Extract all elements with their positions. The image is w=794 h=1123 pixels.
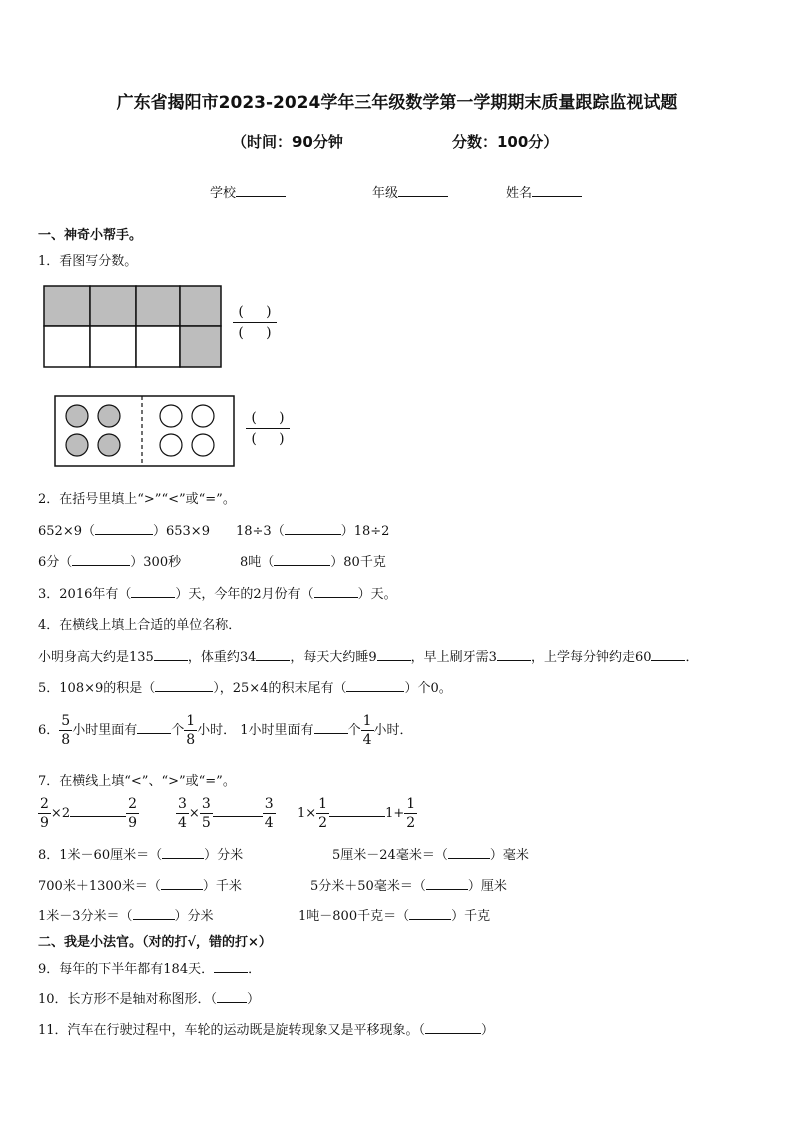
q8-part: 5厘米－24毫米＝（: [332, 848, 448, 863]
q11-blank[interactable]: [425, 1020, 481, 1034]
school-blank[interactable]: [236, 183, 286, 197]
school-field[interactable]: [210, 182, 286, 201]
school-label: 学校: [210, 186, 237, 201]
operator: 1+: [385, 806, 405, 821]
denominator: 8: [186, 732, 196, 748]
q4-part: ．: [685, 650, 699, 665]
q4-label: 4．在横线上填上合适的单位名称．: [38, 618, 242, 633]
q2-text: ）300秒: [130, 555, 182, 570]
fraction-2-9: [38, 795, 51, 832]
q10-blank[interactable]: [217, 989, 247, 1003]
q6-blank-2[interactable]: [314, 720, 348, 734]
q4-blank-2[interactable]: [256, 647, 290, 661]
q7-expr-2: [176, 794, 276, 834]
q1-label: 1．看图写分数。: [38, 254, 138, 269]
q1-answer-fraction-2[interactable]: [246, 408, 290, 449]
paren-close: ): [266, 325, 272, 341]
paren-open: (: [251, 431, 257, 447]
denominator: 2: [406, 815, 416, 831]
paren-close: ): [266, 304, 272, 320]
q4-part: ，早上刷牙需3: [410, 650, 497, 665]
fraction-2-9: [126, 795, 139, 832]
fraction-1-4: [361, 712, 374, 749]
q8-part: 8．1米－60厘米＝（: [38, 848, 163, 863]
grid-cell-shaded: [90, 286, 136, 326]
q4-blank-3[interactable]: [377, 647, 411, 661]
q6-part: 个: [347, 723, 361, 738]
q8-part: 1米－3分米＝（: [38, 909, 133, 924]
paren-open: (: [238, 304, 244, 320]
operator: ×: [188, 806, 200, 821]
q10-part: 10．长方形不是轴对称图形．（: [38, 992, 218, 1007]
grid-cell-shaded: [180, 326, 221, 367]
q3-part: 3．2016年有（: [38, 587, 132, 602]
q4-blank-5[interactable]: [651, 647, 685, 661]
denominator: 9: [40, 815, 49, 831]
q2-text: 8吨（: [240, 555, 275, 570]
q4-blank-1[interactable]: [154, 647, 188, 661]
q2-blank-4[interactable]: [274, 552, 330, 566]
circle-shaded: [66, 434, 88, 456]
fraction-1-2: [316, 795, 329, 832]
q2-text: ）653×9: [152, 524, 210, 539]
exam-score: 分数：100分）: [452, 133, 559, 151]
q5-part: 5．108×9的积是（: [38, 681, 156, 696]
paren-close: ): [279, 431, 285, 447]
q8-part: ）厘米: [467, 879, 507, 894]
grade-label: 年级: [372, 186, 399, 201]
q8-item-1: [38, 844, 243, 863]
numerator: 5: [61, 713, 71, 729]
q3-blank-2[interactable]: [314, 584, 358, 598]
q7-blank-3[interactable]: [329, 803, 385, 817]
page-title: 广东省揭阳市2023-2024学年三年级数学第一学期期末质量跟踪监视试题: [116, 93, 678, 113]
grid-cell-shaded: [180, 286, 221, 326]
q11-part: 11．汽车在行驶过程中，车轮的运动既是旋转现象又是平移现象。（: [38, 1023, 426, 1038]
denominator: 4: [362, 732, 372, 748]
q7-expr-1: [38, 794, 139, 834]
q8-blank-4[interactable]: [426, 876, 468, 890]
q2-text: 6分（: [38, 555, 73, 570]
grid-cell-shaded: [136, 286, 180, 326]
grade-blank[interactable]: [398, 183, 448, 197]
circle: [160, 405, 182, 427]
q2-label: 2．在括号里填上“>”“<”或“=”。: [38, 492, 236, 507]
denominator: 4: [178, 815, 187, 831]
circle-shaded: [66, 405, 88, 427]
q10-part: ）: [247, 992, 261, 1007]
q2-text: 18÷3（: [236, 524, 285, 539]
q5-blank-1[interactable]: [155, 678, 213, 692]
q2-text: ）18÷2: [340, 524, 390, 539]
q5-part: ）个0。: [404, 681, 452, 696]
q2-blank-1[interactable]: [95, 521, 153, 535]
q8-item-5: [38, 905, 214, 924]
q8-part: 5分米＋50毫米＝（: [310, 879, 426, 894]
q8-blank-2[interactable]: [448, 845, 490, 859]
denominator: 5: [201, 815, 211, 831]
denominator: 9: [128, 815, 138, 831]
numerator: 2: [40, 796, 49, 812]
q4-text: [38, 646, 699, 665]
q11-text: [38, 1019, 494, 1038]
q2-blank-3[interactable]: [72, 552, 130, 566]
operator: ×2: [50, 806, 71, 821]
q1-answer-fraction-1[interactable]: [233, 302, 277, 343]
paren-open: (: [238, 325, 244, 341]
section-2-title: 二、我是小法官。（对的打√，错的打×）: [38, 935, 272, 950]
q5-blank-2[interactable]: [346, 678, 404, 692]
q8-part: 1吨－800千克＝（: [298, 909, 410, 924]
q5-text: [38, 677, 452, 696]
q4-blank-4[interactable]: [497, 647, 531, 661]
q8-part: ）千米: [202, 879, 242, 894]
fraction-1-8: [184, 712, 197, 749]
q8-item-6: [298, 905, 490, 924]
denominator: 4: [264, 815, 274, 831]
q8-blank-1[interactable]: [162, 845, 204, 859]
grid-cell: [90, 326, 136, 367]
fraction-3-5: [200, 795, 213, 832]
numerator: 1: [406, 796, 416, 812]
q2-item-2: [236, 520, 389, 539]
section-1-title: 一、神奇小帮手。: [38, 228, 143, 243]
q8-item-4: [310, 875, 507, 894]
q8-item-2: [332, 844, 529, 863]
q6-blank-1[interactable]: [137, 720, 171, 734]
q6-part: 小时． 1小时里面有: [197, 723, 314, 738]
grid-cell-shaded: [44, 286, 90, 326]
circle-shaded: [98, 405, 120, 427]
q8-part: ）千克: [451, 909, 491, 924]
numerator: 3: [264, 796, 274, 812]
numerator: 1: [318, 796, 328, 812]
operator: 1×: [297, 806, 317, 821]
fraction-3-4: [176, 795, 189, 832]
q6-text: [38, 712, 413, 750]
q2-item-4: [240, 551, 386, 570]
q3-blank-1[interactable]: [131, 584, 175, 598]
circle: [192, 434, 214, 456]
name-blank[interactable]: [532, 183, 582, 197]
q7-label: 7．在横线上填“<”、“>”或“=”。: [38, 774, 236, 789]
q11-part: ）: [481, 1023, 495, 1038]
fraction-5-8: [59, 712, 72, 749]
q8-part: ）分米: [174, 909, 214, 924]
fraction-3-4: [263, 795, 276, 832]
q4-part: ，上学每分钟约走60: [530, 650, 652, 665]
grid-cell: [44, 326, 90, 367]
q7-blank-1[interactable]: [70, 803, 126, 817]
q2-item-1: [38, 520, 210, 539]
q6-part: 个: [171, 723, 185, 738]
q8-blank-3[interactable]: [161, 876, 203, 890]
q8-blank-6[interactable]: [409, 906, 451, 920]
numerator: 3: [201, 796, 211, 812]
q2-blank-2[interactable]: [285, 521, 341, 535]
q9-part: ．: [248, 962, 262, 977]
name-field[interactable]: [506, 182, 582, 201]
q9-part: 9．每年的下半年都有184天．: [38, 962, 215, 977]
q4-part: ，体重约34: [187, 650, 257, 665]
q9-text: [38, 958, 261, 977]
q3-text: [38, 583, 397, 602]
numerator: 3: [178, 796, 187, 812]
paren-close: ): [279, 410, 285, 426]
q8-part: ）分米: [204, 848, 244, 863]
q6-part: 小时．: [373, 723, 413, 738]
grade-field[interactable]: [372, 182, 448, 201]
denominator: 2: [318, 815, 328, 831]
name-label: 姓名: [506, 186, 533, 201]
q9-blank[interactable]: [214, 959, 248, 973]
numerator: 2: [128, 796, 138, 812]
q8-blank-5[interactable]: [133, 906, 175, 920]
q8-item-3: [38, 875, 242, 894]
paren-open: (: [251, 410, 257, 426]
q6-part: 小时里面有: [72, 723, 138, 738]
numerator: 1: [186, 713, 196, 729]
q1-grid-figure: [43, 285, 223, 369]
q4-part: ，每天大约睡9: [290, 650, 377, 665]
exam-time: （时间：90分钟: [232, 133, 343, 151]
q5-part: ），25×4的积末尾有（: [213, 681, 347, 696]
numerator: 1: [362, 713, 372, 729]
q8-part: 700米＋1300米＝（: [38, 879, 161, 894]
circle: [192, 405, 214, 427]
q2-text: ）80千克: [330, 555, 386, 570]
q2-item-3: [38, 551, 181, 570]
q4-part: 小明身高大约是135: [38, 650, 154, 665]
q2-text: 652×9（: [38, 524, 95, 539]
q7-expr-3: [297, 794, 417, 834]
q3-part: ）天，今年的2月份有（: [175, 587, 314, 602]
q1-circles-figure: [54, 395, 235, 467]
grid-cell: [136, 326, 180, 367]
q6-part: 6．: [38, 723, 60, 738]
circle-shaded: [98, 434, 120, 456]
circle: [160, 434, 182, 456]
q7-blank-2[interactable]: [213, 803, 263, 817]
denominator: 8: [61, 732, 71, 748]
q8-part: ）毫米: [489, 848, 529, 863]
q10-text: [38, 988, 260, 1007]
fraction-1-2: [404, 795, 417, 832]
q3-part: ）天。: [357, 587, 397, 602]
